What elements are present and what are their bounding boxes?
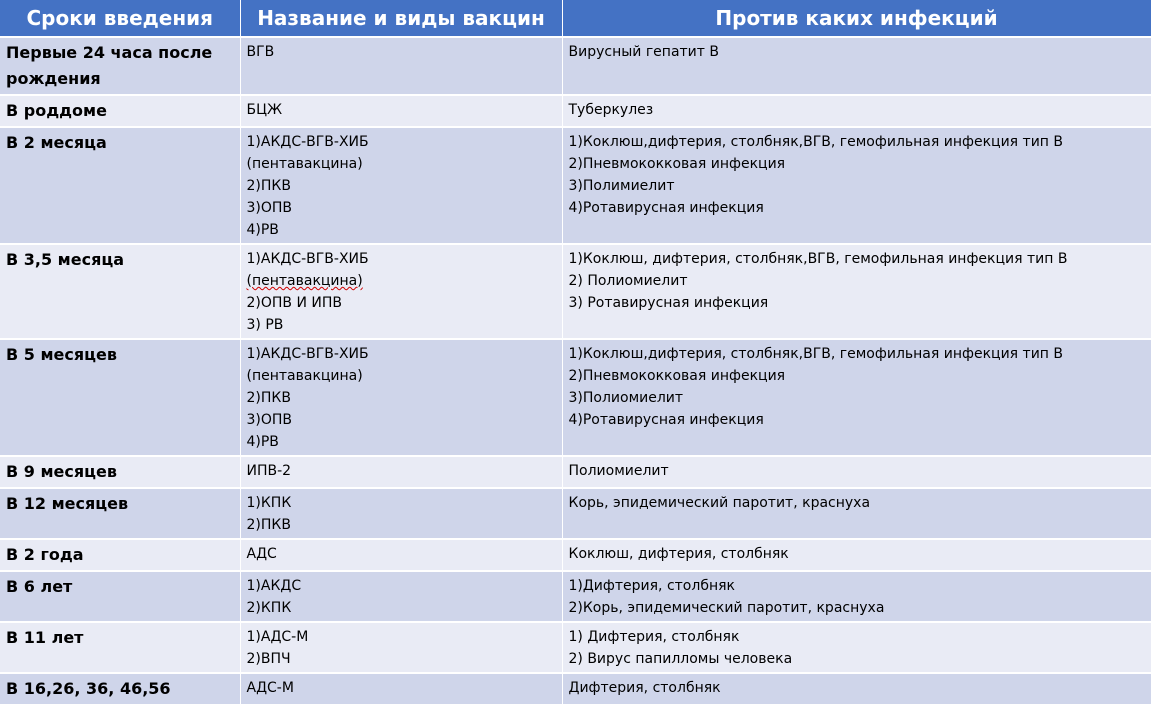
term-cell [0,95,240,127]
cell-line: 2)Корь, эпидемический паротит, краснуха [568,600,885,616]
cell-line: В 2 года [6,545,84,564]
vaccines-cell [240,244,562,339]
cell-line: 2)ПКВ [246,178,291,194]
cell-line: В 12 месяцев [6,494,129,513]
infections-cell [562,673,1151,705]
cell-line: В 2 месяца [6,133,107,152]
table-row [0,456,1151,488]
table-row [0,673,1151,705]
cell-line: 1)АКДС-ВГВ-ХИБ [246,251,369,267]
cell-line: БЦЖ [246,102,283,118]
cell-line: Корь, эпидемический паротит, краснуха [568,495,871,511]
cell-line: 2)ПКВ [246,517,291,533]
cell-line: 1)АКДС [246,578,302,594]
cell-line: 2)КПК [246,600,292,616]
vaccines-cell [240,37,562,95]
cell-line: Коклюш, дифтерия, столбняк [568,546,789,562]
cell-line: ИПВ-2 [246,463,292,479]
infections-cell [562,571,1151,622]
term-cell [0,37,240,95]
cell-line: 2)ВПЧ [246,651,291,667]
cell-line: Первые 24 часа после [6,43,213,62]
cell-line: 3)Полиомиелит [568,390,684,406]
cell-line: 1) Дифтерия, столбняк [568,629,740,645]
cell-line: Вирусный гепатит В [568,44,719,60]
cell-line: В роддоме [6,101,107,120]
infections-cell [562,488,1151,539]
cell-line: 3)Полимиелит [568,178,675,194]
cell-line: 1)Дифтерия, столбняк [568,578,735,594]
cell-line: 2) Полиомиелит [568,273,688,289]
table-row [0,95,1151,127]
vaccines-cell [240,571,562,622]
term-cell [0,571,240,622]
cell-line: АДС [246,546,277,562]
term-cell [0,127,240,244]
header-vaccines: Название и виды вакцин [240,0,562,37]
cell-line: В 5 месяцев [6,345,117,364]
cell-line: 4)Ротавирусная инфекция [568,412,764,428]
table-row [0,622,1151,673]
cell-line: Туберкулез [568,102,654,118]
cell-line: 1)КПК [246,495,292,511]
term-cell [0,456,240,488]
header-infections: Против каких инфекций [562,0,1151,37]
table-row [0,127,1151,244]
infections-cell [562,244,1151,339]
cell-line: 3)ОПВ [246,412,293,428]
table-row [0,339,1151,456]
term-cell [0,673,240,705]
table-row [0,488,1151,539]
infections-cell [562,37,1151,95]
infections-cell [562,95,1151,127]
cell-line: ВГВ [246,44,275,60]
cell-line: 3)ОПВ [246,200,293,216]
term-cell [0,488,240,539]
table-header-row [0,0,1151,37]
table-row [0,539,1151,571]
cell-line: 4)Ротавирусная инфекция [568,200,764,216]
term-cell [0,622,240,673]
cell-line: АДС-М [246,680,294,696]
vaccines-cell [240,539,562,571]
cell-line: 2)Пневмококковая инфекция [568,156,786,172]
cell-line: (пентавакцина) [246,273,363,289]
cell-line: 2) Вирус папилломы человека [568,651,793,667]
cell-line: В 9 месяцев [6,462,117,481]
cell-line: В 6 лет [6,577,73,596]
cell-line: 1)Коклюш, дифтерия, столбняк,ВГВ, гемофильная инфекция тип В [568,251,1068,267]
cell-line: рождения [6,69,101,88]
cell-line: Полиомиелит [568,463,669,479]
cell-line: 1)АКДС-ВГВ-ХИБ [246,346,369,362]
cell-line: 2)Пневмококковая инфекция [568,368,786,384]
table-row [0,244,1151,339]
infections-cell [562,339,1151,456]
term-cell [0,539,240,571]
cell-line: 4)РВ [246,434,279,450]
cell-line: В 16,26, 36, 46,56 [6,679,171,698]
vaccines-cell [240,488,562,539]
cell-line: 1)Коклюш,дифтерия, столбняк,ВГВ, гемофильная инфекция тип В [568,134,1063,150]
cell-line: 2)ОПВ И ИПВ [246,295,342,311]
cell-line: 3) РВ [246,317,284,333]
table-row [0,571,1151,622]
cell-line: В 11 лет [6,628,84,647]
vaccines-cell [240,622,562,673]
table-row [0,37,1151,95]
vaccines-cell [240,95,562,127]
infections-cell [562,622,1151,673]
header-terms: Сроки введения [0,0,240,37]
cell-line: (пентавакцина) [246,368,363,384]
infections-cell [562,127,1151,244]
term-cell [0,244,240,339]
cell-line: 3) Ротавирусная инфекция [568,295,769,311]
vaccines-cell [240,673,562,705]
cell-line: (пентавакцина) [246,156,363,172]
table-body [0,37,1151,705]
infections-cell [562,456,1151,488]
cell-line: 1)АДС-М [246,629,309,645]
vaccines-cell [240,127,562,244]
cell-line: В 3,5 месяца [6,250,125,269]
term-cell [0,339,240,456]
cell-line: 2)ПКВ [246,390,291,406]
cell-line: Дифтерия, столбняк [568,680,721,696]
infections-cell [562,539,1151,571]
cell-line: 1)Коклюш,дифтерия, столбняк,ВГВ, гемофильная инфекция тип В [568,346,1063,362]
cell-line: 1)АКДС-ВГВ-ХИБ [246,134,369,150]
vaccines-cell [240,339,562,456]
cell-line: 4)РВ [246,222,279,238]
vaccines-cell [240,456,562,488]
